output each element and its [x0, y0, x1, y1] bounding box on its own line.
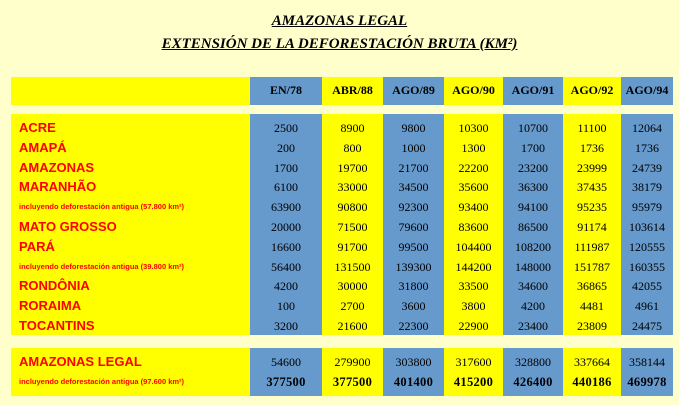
- row-label: ACRE: [19, 120, 56, 135]
- states-table: [11, 114, 673, 335]
- table-cell: 34500: [398, 180, 429, 195]
- table-cell: 3200: [274, 319, 298, 333]
- table-cell: 35600: [458, 180, 489, 195]
- table-cell: 2500: [274, 121, 298, 135]
- table-cell: 2700: [340, 299, 365, 314]
- table-cell: 358144: [629, 355, 665, 369]
- table-cell: 4200: [274, 279, 298, 294]
- table-cell: 71500: [337, 220, 368, 234]
- column-header: AGO/89: [383, 77, 444, 105]
- table-cell: 83600: [458, 220, 489, 234]
- table-row: [11, 118, 673, 138]
- table-cell: 22200: [458, 160, 489, 175]
- table-cell: 95979: [632, 200, 662, 215]
- row-label: incluyendo deforestación antigua (39.800 km²): [19, 261, 185, 271]
- row-label: incluyendo deforestación antigua (97.600 km²): [19, 377, 185, 386]
- row-label: PARÁ: [19, 238, 55, 254]
- table-cell: 23999: [577, 160, 607, 175]
- table-cell: 94100: [518, 200, 548, 215]
- table-cell: 4200: [521, 299, 545, 314]
- table-cell: 23809: [577, 319, 607, 333]
- table-cell: 303800: [395, 355, 432, 369]
- table-cell: 1736: [580, 140, 604, 155]
- table-cell: 415200: [453, 375, 494, 389]
- header-panel: [11, 77, 673, 105]
- table-cell: 24739: [632, 160, 662, 175]
- table-cell: 93400: [458, 200, 489, 215]
- table-cell: 9800: [401, 121, 426, 135]
- row-label: AMAZONAS LEGAL: [19, 354, 142, 369]
- table-cell: 20000: [271, 220, 301, 234]
- table-cell: 54600: [271, 355, 301, 369]
- table-cell: 469978: [627, 375, 667, 389]
- table-cell: 10300: [458, 121, 489, 135]
- table-cell: 24475: [632, 319, 662, 333]
- table-cell: 800: [343, 140, 362, 155]
- table-cell: 426400: [513, 375, 553, 389]
- table-row: [11, 158, 673, 178]
- table-cell: 16600: [271, 239, 301, 254]
- table-cell: 401400: [393, 375, 434, 389]
- table-cell: 317600: [455, 355, 492, 369]
- table-cell: 328800: [515, 355, 551, 369]
- table-cell: 279900: [334, 355, 371, 369]
- table-cell: 160355: [629, 259, 665, 274]
- table-cell: 21700: [398, 160, 429, 175]
- table-cell: 36300: [518, 180, 548, 195]
- table-cell: 3600: [401, 299, 426, 314]
- table-cell: 79600: [398, 220, 429, 234]
- row-label: MATO GROSSO: [19, 219, 117, 234]
- table-cell: 377500: [332, 375, 373, 389]
- table-cell: 104400: [455, 239, 492, 254]
- table-cell: 103614: [629, 220, 665, 234]
- table-cell: 148000: [515, 259, 551, 274]
- table-cell: 12064: [632, 121, 662, 135]
- row-label: RORAIMA: [19, 298, 82, 314]
- table-cell: 144200: [455, 259, 492, 274]
- table-cell: 440186: [572, 375, 612, 389]
- table-cell: 4481: [580, 299, 604, 314]
- column-header: AGO/94: [621, 77, 673, 105]
- table-cell: 108200: [515, 239, 551, 254]
- row-label: incluyendo deforestación antigua (57.800 km²): [19, 202, 185, 212]
- column-header: ABR/88: [322, 77, 383, 105]
- table-cell: 1736: [635, 140, 659, 155]
- table-cell: 200: [277, 140, 295, 155]
- table-cell: 33500: [458, 279, 489, 294]
- table-row: [11, 197, 673, 217]
- table-row: [11, 276, 673, 296]
- table-cell: 30000: [337, 279, 368, 294]
- table-cell: 1700: [274, 160, 298, 175]
- table-cell: 38179: [632, 180, 662, 195]
- header-label-cell: [11, 77, 250, 105]
- table-cell: 31800: [398, 279, 429, 294]
- table-cell: 22900: [458, 319, 489, 333]
- table-cell: 63900: [271, 200, 301, 215]
- table-row: [11, 316, 673, 336]
- page-subtitle: EXTENSIÓN DE LA DEFORESTACIÓN BRUTA (KM²): [161, 36, 518, 52]
- column-header: AGO/91: [503, 77, 563, 105]
- table-cell: 100: [277, 299, 295, 314]
- table-cell: 377500: [266, 375, 306, 389]
- row-label: RONDÔNIA: [19, 278, 90, 294]
- table-cell: 4961: [635, 299, 659, 314]
- table-cell: 22300: [398, 319, 429, 333]
- table-cell: 19700: [337, 160, 368, 175]
- table-cell: 3800: [461, 299, 486, 314]
- totals-table: [11, 348, 673, 396]
- table-cell: 33000: [337, 180, 368, 195]
- table-cell: 99500: [398, 239, 429, 254]
- table-row: [11, 177, 673, 197]
- table-cell: 1000: [401, 140, 426, 155]
- table-row: [11, 237, 673, 257]
- table-cell: 37435: [577, 180, 607, 195]
- table-cell: 90800: [337, 200, 368, 215]
- table-cell: 91174: [577, 220, 607, 234]
- table-row: [11, 296, 673, 316]
- header-row: [11, 77, 673, 105]
- row-label: AMAZONAS: [19, 159, 95, 175]
- table-row: [11, 352, 673, 372]
- column-header: AGO/90: [444, 77, 503, 105]
- table-cell: 91700: [337, 239, 368, 254]
- table-cell: 1700: [521, 140, 545, 155]
- table-cell: 139300: [395, 259, 432, 274]
- table-cell: 34600: [518, 279, 548, 294]
- row-label: MARANHÃO: [19, 179, 97, 195]
- table-row: [11, 257, 673, 277]
- table-cell: 42055: [632, 279, 662, 294]
- table-cell: 337664: [574, 355, 610, 369]
- table-cell: 131500: [334, 259, 371, 274]
- table-cell: 151787: [574, 259, 610, 274]
- table-cell: 1300: [461, 140, 486, 155]
- table-cell: 23400: [518, 319, 548, 333]
- column-header: AGO/92: [563, 77, 621, 105]
- table-cell: 92300: [398, 200, 429, 215]
- table-row: [11, 217, 673, 237]
- table-row: [11, 138, 673, 158]
- table-cell: 95235: [577, 200, 607, 215]
- column-header: EN/78: [250, 77, 322, 105]
- table-cell: 120555: [629, 239, 665, 254]
- table-cell: 23200: [518, 160, 548, 175]
- table-cell: 36865: [577, 279, 607, 294]
- page-title: AMAZONAS LEGAL: [271, 13, 408, 29]
- row-label: AMAPÁ: [19, 139, 67, 155]
- table-cell: 56400: [271, 259, 301, 274]
- table-cell: 86500: [518, 220, 548, 234]
- table-cell: 8900: [340, 121, 365, 135]
- table-cell: 111987: [574, 239, 610, 254]
- table-cell: 21600: [337, 319, 368, 333]
- row-label: TOCANTINS: [19, 318, 95, 333]
- table-row: [11, 372, 673, 392]
- table-cell: 6100: [274, 180, 298, 195]
- table-cell: 10700: [518, 121, 548, 135]
- table-cell: 11100: [577, 121, 607, 135]
